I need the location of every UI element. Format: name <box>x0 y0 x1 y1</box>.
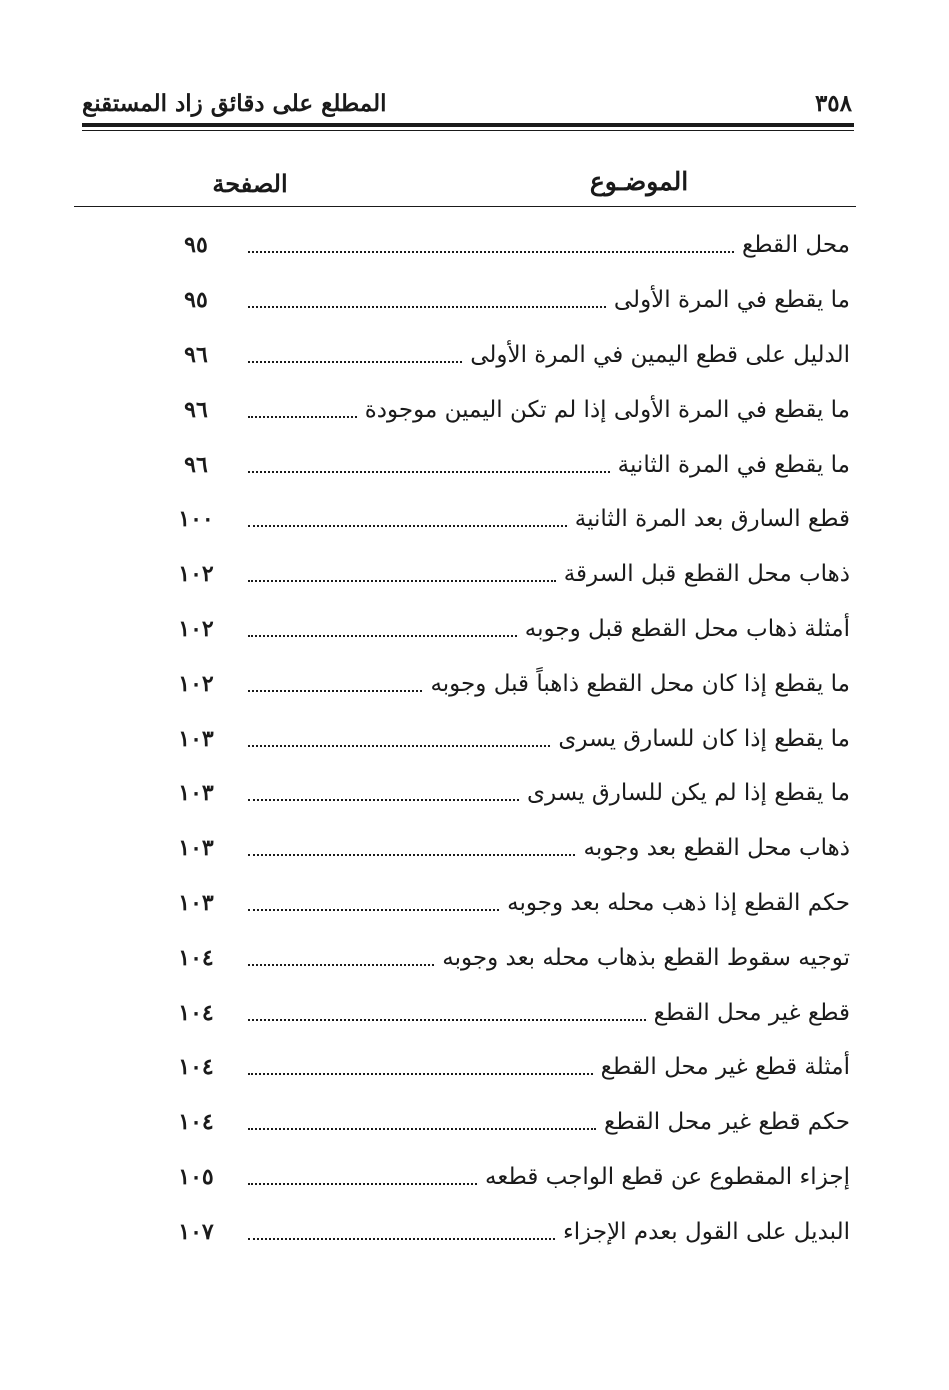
dot-leader <box>248 471 610 473</box>
toc-list <box>150 218 850 1259</box>
dot-leader <box>248 1073 593 1075</box>
toc-entry-page: ١٠٣ <box>178 889 214 916</box>
toc-entry-page: ١٠٣ <box>178 725 214 752</box>
toc-entry <box>150 1204 850 1259</box>
toc-entry <box>150 273 850 328</box>
dot-leader <box>248 1019 646 1021</box>
toc-entry-page: ١٠٤ <box>178 1054 214 1081</box>
toc-entry-page: ١٠٤ <box>178 1109 214 1136</box>
toc-entry-title: ما يقطع في المرة الأولى إذا لم تكن اليمين موجودة <box>364 396 850 423</box>
toc-entry-title: حكم القطع إذا ذهب محله بعد وجوبه <box>507 889 850 916</box>
header-rule-thick <box>82 123 854 127</box>
toc-entry-page: ١٠٣ <box>178 835 214 862</box>
toc-entry-page: ٩٥ <box>184 287 208 314</box>
dot-leader <box>248 306 606 308</box>
dot-leader <box>248 580 556 582</box>
toc-entry <box>150 656 850 711</box>
toc-entry <box>150 602 850 657</box>
toc-entry-title: أمثلة ذهاب محل القطع قبل وجوبه <box>524 615 850 642</box>
toc-entry-title: ما يقطع في المرة الأولى <box>613 287 850 314</box>
toc-entry <box>150 218 850 273</box>
toc-entry-page: ١٠٤ <box>178 999 214 1026</box>
toc-entry <box>150 766 850 821</box>
dot-leader <box>248 745 550 747</box>
toc-entry-page: ٩٦ <box>184 396 208 423</box>
toc-entry <box>150 711 850 766</box>
dot-leader <box>248 251 734 253</box>
topic-column-header: الموضـوع <box>589 167 689 196</box>
toc-entry-page: ١٠٣ <box>178 780 214 807</box>
dot-leader <box>248 909 499 911</box>
toc-entry <box>150 985 850 1040</box>
table-header <box>74 163 856 203</box>
table-header-rule <box>74 206 856 207</box>
dot-leader <box>248 525 567 527</box>
toc-entry-title: حكم قطع غير محل القطع <box>604 1109 850 1136</box>
dot-leader <box>248 1238 555 1240</box>
toc-entry-title: البديل على القول بعدم الإجزاء <box>562 1218 850 1245</box>
toc-entry-title: ذهاب محل القطع بعد وجوبه <box>583 835 850 862</box>
dot-leader <box>248 361 462 363</box>
dot-leader <box>248 964 434 966</box>
toc-entry <box>150 876 850 931</box>
toc-entry-title: ذهاب محل القطع قبل السرقة <box>563 561 850 588</box>
toc-entry <box>150 437 850 492</box>
dot-leader <box>248 799 519 801</box>
toc-entry <box>150 1150 850 1205</box>
toc-entry-title: ما يقطع إذا لم يكن للسارق يسرى <box>527 780 850 807</box>
book-title: المطلع على دقائق زاد المستقنع <box>82 90 387 117</box>
toc-entry-page: ١٠٥ <box>178 1163 214 1190</box>
running-header <box>82 84 852 124</box>
toc-entry-title: إجزاء المقطوع عن قطع الواجب قطعه <box>485 1163 850 1190</box>
toc-entry-title: ما يقطع إذا كان للسارق يسرى <box>558 725 850 752</box>
toc-entry-title: ما يقطع إذا كان محل القطع ذاهباً قبل وجوبه <box>430 670 850 697</box>
toc-entry <box>150 1095 850 1150</box>
toc-entry <box>150 1040 850 1095</box>
toc-entry <box>150 328 850 383</box>
toc-entry-page: ١٠٢ <box>178 615 214 642</box>
page-number: ٣٥٨ <box>814 90 852 117</box>
toc-entry <box>150 930 850 985</box>
toc-entry-title: ما يقطع في المرة الثانية <box>617 451 850 478</box>
toc-entry-page: ٩٦ <box>184 451 208 478</box>
toc-entry <box>150 547 850 602</box>
toc-entry <box>150 821 850 876</box>
toc-entry-page: ١٠٤ <box>178 944 214 971</box>
toc-entry-title: الدليل على قطع اليمين في المرة الأولى <box>470 341 850 368</box>
toc-entry-page: ١٠٠ <box>178 506 214 533</box>
toc-entry-title: توجيه سقوط القطع بذهاب محله بعد وجوبه <box>442 944 850 971</box>
toc-entry-page: ٩٥ <box>184 232 208 259</box>
toc-entry <box>150 382 850 437</box>
dot-leader <box>248 635 517 637</box>
toc-entry-page: ٩٦ <box>184 341 208 368</box>
dot-leader <box>248 1128 596 1130</box>
toc-entry-title: أمثلة قطع غير محل القطع <box>600 1054 850 1081</box>
dot-leader <box>248 1183 477 1185</box>
page-column-header: الصفحة <box>212 169 288 198</box>
dot-leader <box>248 854 575 856</box>
toc-entry-title: محل القطع <box>741 232 850 259</box>
toc-entry-page: ١٠٢ <box>178 670 214 697</box>
toc-entry-page: ١٠٧ <box>178 1218 214 1245</box>
toc-entry-title: قطع السارق بعد المرة الثانية <box>574 506 850 533</box>
toc-entry-title: قطع غير محل القطع <box>653 999 850 1026</box>
dot-leader <box>248 416 357 418</box>
dot-leader <box>248 690 422 692</box>
toc-entry-page: ١٠٢ <box>178 561 214 588</box>
header-rule-thin <box>82 130 854 131</box>
toc-entry <box>150 492 850 547</box>
